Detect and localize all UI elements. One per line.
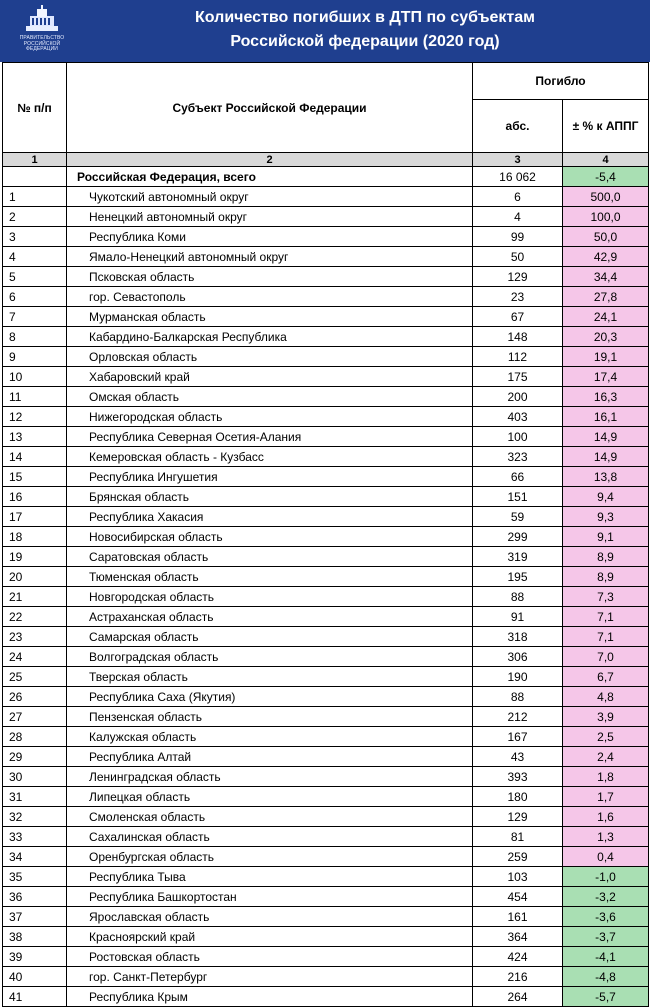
table-row bbox=[3, 387, 649, 407]
subject-name: Республика Коми bbox=[67, 227, 473, 247]
row-number: 32 bbox=[3, 807, 67, 827]
row-number: 17 bbox=[3, 507, 67, 527]
table-row bbox=[3, 287, 649, 307]
deaths-abs: 148 bbox=[473, 327, 563, 347]
deaths-abs: 161 bbox=[473, 907, 563, 927]
header-banner bbox=[0, 0, 650, 62]
row-number: 11 bbox=[3, 387, 67, 407]
subject-name: Тверская область bbox=[67, 667, 473, 687]
subject-name: гор. Санкт-Петербург bbox=[67, 967, 473, 987]
row-number: 21 bbox=[3, 587, 67, 607]
row-number: 25 bbox=[3, 667, 67, 687]
table-row bbox=[3, 547, 649, 567]
title-line-1: Количество погибших в ДТП по субъектам bbox=[195, 9, 535, 26]
logo-line: ПРАВИТЕЛЬСТВО bbox=[19, 35, 65, 41]
deaths-pct-change: 27,8 bbox=[563, 287, 649, 307]
row-number: 39 bbox=[3, 947, 67, 967]
deaths-abs: 180 bbox=[473, 787, 563, 807]
deaths-abs: 454 bbox=[473, 887, 563, 907]
table-row bbox=[3, 327, 649, 347]
deaths-pct-change: 14,9 bbox=[563, 427, 649, 447]
subject-name: Республика Ингушетия bbox=[67, 467, 473, 487]
row-number: 1 bbox=[3, 187, 67, 207]
subject-name: Оренбургская область bbox=[67, 847, 473, 867]
subject-name: Омская область bbox=[67, 387, 473, 407]
deaths-pct-change: 42,9 bbox=[563, 247, 649, 267]
subject-name: Смоленская область bbox=[67, 807, 473, 827]
subject-name: Калужская область bbox=[67, 727, 473, 747]
row-number: 37 bbox=[3, 907, 67, 927]
subject-name: гор. Севастополь bbox=[67, 287, 473, 307]
deaths-abs: 259 bbox=[473, 847, 563, 867]
table-row bbox=[3, 407, 649, 427]
deaths-pct-change: 0,4 bbox=[563, 847, 649, 867]
table-row bbox=[3, 887, 649, 907]
deaths-pct-change: 9,4 bbox=[563, 487, 649, 507]
subject-name: Ростовская область bbox=[67, 947, 473, 967]
deaths-abs: 6 bbox=[473, 187, 563, 207]
deaths-pct-change: 20,3 bbox=[563, 327, 649, 347]
deaths-abs: 424 bbox=[473, 947, 563, 967]
table-row bbox=[3, 867, 649, 887]
deaths-pct-change: 7,1 bbox=[563, 627, 649, 647]
deaths-abs: 16 062 bbox=[473, 167, 563, 187]
deaths-pct-change: 9,1 bbox=[563, 527, 649, 547]
table-row bbox=[3, 687, 649, 707]
table-row bbox=[3, 727, 649, 747]
subject-name: Нижегородская область bbox=[67, 407, 473, 427]
deaths-pct-change: 7,0 bbox=[563, 647, 649, 667]
deaths-pct-change: 19,1 bbox=[563, 347, 649, 367]
deaths-pct-change: -4,1 bbox=[563, 947, 649, 967]
logo-line: РОССИЙСКОЙ bbox=[23, 40, 61, 47]
statistics-table bbox=[2, 62, 649, 1007]
column-number: 3 bbox=[473, 153, 563, 167]
table-row bbox=[3, 947, 649, 967]
row-number: 22 bbox=[3, 607, 67, 627]
table-row bbox=[3, 987, 649, 1007]
deaths-abs: 167 bbox=[473, 727, 563, 747]
deaths-abs: 212 bbox=[473, 707, 563, 727]
deaths-pct-change: 2,4 bbox=[563, 747, 649, 767]
subject-name: Республика Саха (Якутия) bbox=[67, 687, 473, 707]
row-number: 35 bbox=[3, 867, 67, 887]
deaths-abs: 151 bbox=[473, 487, 563, 507]
row-number: 7 bbox=[3, 307, 67, 327]
table-row bbox=[3, 747, 649, 767]
deaths-pct-change: 1,3 bbox=[563, 827, 649, 847]
government-logo bbox=[6, 4, 78, 58]
deaths-pct-change: 2,5 bbox=[563, 727, 649, 747]
deaths-abs: 88 bbox=[473, 687, 563, 707]
deaths-abs: 129 bbox=[473, 807, 563, 827]
table-row bbox=[3, 487, 649, 507]
row-number: 18 bbox=[3, 527, 67, 547]
subject-name: Астраханская область bbox=[67, 607, 473, 627]
row-number: 4 bbox=[3, 247, 67, 267]
row-number: 20 bbox=[3, 567, 67, 587]
deaths-abs: 216 bbox=[473, 967, 563, 987]
row-number: 15 bbox=[3, 467, 67, 487]
table-row bbox=[3, 427, 649, 447]
deaths-pct-change: -5,4 bbox=[563, 167, 649, 187]
subject-name: Сахалинская область bbox=[67, 827, 473, 847]
row-number: 34 bbox=[3, 847, 67, 867]
subject-name: Республика Крым bbox=[67, 987, 473, 1007]
table-row bbox=[3, 967, 649, 987]
table-row bbox=[3, 587, 649, 607]
row-number: 12 bbox=[3, 407, 67, 427]
column-header-abs: абс. bbox=[473, 100, 563, 153]
deaths-abs: 200 bbox=[473, 387, 563, 407]
table-row bbox=[3, 827, 649, 847]
table-row bbox=[3, 187, 649, 207]
deaths-pct-change: 14,9 bbox=[563, 447, 649, 467]
column-number: 2 bbox=[67, 153, 473, 167]
deaths-pct-change: 1,6 bbox=[563, 807, 649, 827]
row-number: 38 bbox=[3, 927, 67, 947]
row-number: 36 bbox=[3, 887, 67, 907]
deaths-abs: 364 bbox=[473, 927, 563, 947]
deaths-pct-change: 8,9 bbox=[563, 547, 649, 567]
row-number: 9 bbox=[3, 347, 67, 367]
row-number: 19 bbox=[3, 547, 67, 567]
column-number-row bbox=[3, 153, 649, 167]
subject-name: Кабардино-Балкарская Республика bbox=[67, 327, 473, 347]
row-number: 14 bbox=[3, 447, 67, 467]
table-row bbox=[3, 607, 649, 627]
row-number: 5 bbox=[3, 267, 67, 287]
row-number: 13 bbox=[3, 427, 67, 447]
table-row bbox=[3, 367, 649, 387]
row-number: 24 bbox=[3, 647, 67, 667]
logo-line: ФЕДЕРАЦИИ bbox=[26, 46, 58, 52]
subject-name: Саратовская область bbox=[67, 547, 473, 567]
deaths-abs: 99 bbox=[473, 227, 563, 247]
table-row bbox=[3, 447, 649, 467]
total-row bbox=[3, 167, 649, 187]
deaths-abs: 195 bbox=[473, 567, 563, 587]
deaths-abs: 306 bbox=[473, 647, 563, 667]
column-header-number: № п/п bbox=[3, 63, 67, 153]
subject-name: Кемеровская область - Кузбасс bbox=[67, 447, 473, 467]
column-header-died: Погибло bbox=[473, 63, 649, 100]
deaths-pct-change: 17,4 bbox=[563, 367, 649, 387]
deaths-pct-change: 1,7 bbox=[563, 787, 649, 807]
row-number bbox=[3, 167, 67, 187]
deaths-pct-change: 4,8 bbox=[563, 687, 649, 707]
table-row bbox=[3, 907, 649, 927]
table-row bbox=[3, 847, 649, 867]
subject-name: Чукотский автономный округ bbox=[67, 187, 473, 207]
deaths-pct-change: -1,0 bbox=[563, 867, 649, 887]
deaths-pct-change: 13,8 bbox=[563, 467, 649, 487]
table-row bbox=[3, 507, 649, 527]
row-number: 2 bbox=[3, 207, 67, 227]
deaths-pct-change: 9,3 bbox=[563, 507, 649, 527]
deaths-pct-change: 50,0 bbox=[563, 227, 649, 247]
deaths-abs: 59 bbox=[473, 507, 563, 527]
deaths-pct-change: 6,7 bbox=[563, 667, 649, 687]
table-row bbox=[3, 767, 649, 787]
table-row bbox=[3, 807, 649, 827]
header-row bbox=[3, 63, 649, 100]
deaths-pct-change: 24,1 bbox=[563, 307, 649, 327]
table-row bbox=[3, 467, 649, 487]
deaths-pct-change: 3,9 bbox=[563, 707, 649, 727]
deaths-abs: 81 bbox=[473, 827, 563, 847]
table-row bbox=[3, 627, 649, 647]
subject-name: Ямало-Ненецкий автономный округ bbox=[67, 247, 473, 267]
deaths-abs: 393 bbox=[473, 767, 563, 787]
subject-name: Республика Северная Осетия-Алания bbox=[67, 427, 473, 447]
deaths-abs: 190 bbox=[473, 667, 563, 687]
deaths-abs: 23 bbox=[473, 287, 563, 307]
deaths-abs: 91 bbox=[473, 607, 563, 627]
row-number: 23 bbox=[3, 627, 67, 647]
deaths-abs: 43 bbox=[473, 747, 563, 767]
row-number: 27 bbox=[3, 707, 67, 727]
row-number: 8 bbox=[3, 327, 67, 347]
subject-name: Ненецкий автономный округ bbox=[67, 207, 473, 227]
table-row bbox=[3, 207, 649, 227]
subject-name: Новосибирская область bbox=[67, 527, 473, 547]
table-row bbox=[3, 567, 649, 587]
deaths-pct-change: 7,3 bbox=[563, 587, 649, 607]
subject-name: Самарская область bbox=[67, 627, 473, 647]
deaths-pct-change: 500,0 bbox=[563, 187, 649, 207]
deaths-pct-change: -4,8 bbox=[563, 967, 649, 987]
deaths-abs: 112 bbox=[473, 347, 563, 367]
row-number: 10 bbox=[3, 367, 67, 387]
row-number: 41 bbox=[3, 987, 67, 1007]
deaths-abs: 264 bbox=[473, 987, 563, 1007]
row-number: 31 bbox=[3, 787, 67, 807]
deaths-abs: 67 bbox=[473, 307, 563, 327]
subject-name: Красноярский край bbox=[67, 927, 473, 947]
row-number: 3 bbox=[3, 227, 67, 247]
deaths-abs: 318 bbox=[473, 627, 563, 647]
table-row bbox=[3, 307, 649, 327]
table-row bbox=[3, 227, 649, 247]
row-number: 6 bbox=[3, 287, 67, 307]
subject-name: Республика Алтай bbox=[67, 747, 473, 767]
table-row bbox=[3, 927, 649, 947]
subject-name: Ярославская область bbox=[67, 907, 473, 927]
deaths-pct-change: 7,1 bbox=[563, 607, 649, 627]
deaths-pct-change: 34,4 bbox=[563, 267, 649, 287]
column-number: 1 bbox=[3, 153, 67, 167]
deaths-pct-change: -3,6 bbox=[563, 907, 649, 927]
subject-name: Псковская область bbox=[67, 267, 473, 287]
government-building-icon bbox=[22, 4, 62, 34]
row-number: 16 bbox=[3, 487, 67, 507]
subject-name: Орловская область bbox=[67, 347, 473, 367]
subject-name: Пензенская область bbox=[67, 707, 473, 727]
deaths-abs: 103 bbox=[473, 867, 563, 887]
table-row bbox=[3, 667, 649, 687]
deaths-abs: 100 bbox=[473, 427, 563, 447]
subject-name: Республика Башкортостан bbox=[67, 887, 473, 907]
table-row bbox=[3, 787, 649, 807]
table-row bbox=[3, 347, 649, 367]
subject-name: Республика Хакасия bbox=[67, 507, 473, 527]
subject-name: Мурманская область bbox=[67, 307, 473, 327]
deaths-abs: 4 bbox=[473, 207, 563, 227]
page-title bbox=[90, 6, 640, 54]
table-row bbox=[3, 647, 649, 667]
deaths-abs: 129 bbox=[473, 267, 563, 287]
deaths-pct-change: 1,8 bbox=[563, 767, 649, 787]
deaths-pct-change: 100,0 bbox=[563, 207, 649, 227]
logo-caption bbox=[6, 36, 78, 53]
deaths-abs: 299 bbox=[473, 527, 563, 547]
deaths-abs: 403 bbox=[473, 407, 563, 427]
deaths-abs: 50 bbox=[473, 247, 563, 267]
deaths-pct-change: -5,7 bbox=[563, 987, 649, 1007]
column-number: 4 bbox=[563, 153, 649, 167]
row-number: 30 bbox=[3, 767, 67, 787]
column-header-subject: Субъект Российской Федерации bbox=[67, 63, 473, 153]
title-line-2: Российской федерации (2020 год) bbox=[230, 33, 500, 50]
deaths-abs: 319 bbox=[473, 547, 563, 567]
column-header-pct: ± % к АППГ bbox=[563, 100, 649, 153]
subject-name: Тюменская область bbox=[67, 567, 473, 587]
deaths-pct-change: 16,3 bbox=[563, 387, 649, 407]
subject-name: Брянская область bbox=[67, 487, 473, 507]
row-number: 26 bbox=[3, 687, 67, 707]
table-row bbox=[3, 267, 649, 287]
deaths-pct-change: -3,7 bbox=[563, 927, 649, 947]
row-number: 33 bbox=[3, 827, 67, 847]
deaths-abs: 66 bbox=[473, 467, 563, 487]
row-number: 29 bbox=[3, 747, 67, 767]
deaths-abs: 323 bbox=[473, 447, 563, 467]
deaths-pct-change: 8,9 bbox=[563, 567, 649, 587]
deaths-abs: 175 bbox=[473, 367, 563, 387]
subject-name: Российская Федерация, всего bbox=[67, 167, 473, 187]
subject-name: Волгоградская область bbox=[67, 647, 473, 667]
deaths-pct-change: 16,1 bbox=[563, 407, 649, 427]
row-number: 28 bbox=[3, 727, 67, 747]
table-row bbox=[3, 247, 649, 267]
subject-name: Липецкая область bbox=[67, 787, 473, 807]
deaths-abs: 88 bbox=[473, 587, 563, 607]
subject-name: Ленинградская область bbox=[67, 767, 473, 787]
table-row bbox=[3, 527, 649, 547]
subject-name: Новгородская область bbox=[67, 587, 473, 607]
subject-name: Хабаровский край bbox=[67, 367, 473, 387]
row-number: 40 bbox=[3, 967, 67, 987]
subject-name: Республика Тыва bbox=[67, 867, 473, 887]
table-row bbox=[3, 707, 649, 727]
deaths-pct-change: -3,2 bbox=[563, 887, 649, 907]
